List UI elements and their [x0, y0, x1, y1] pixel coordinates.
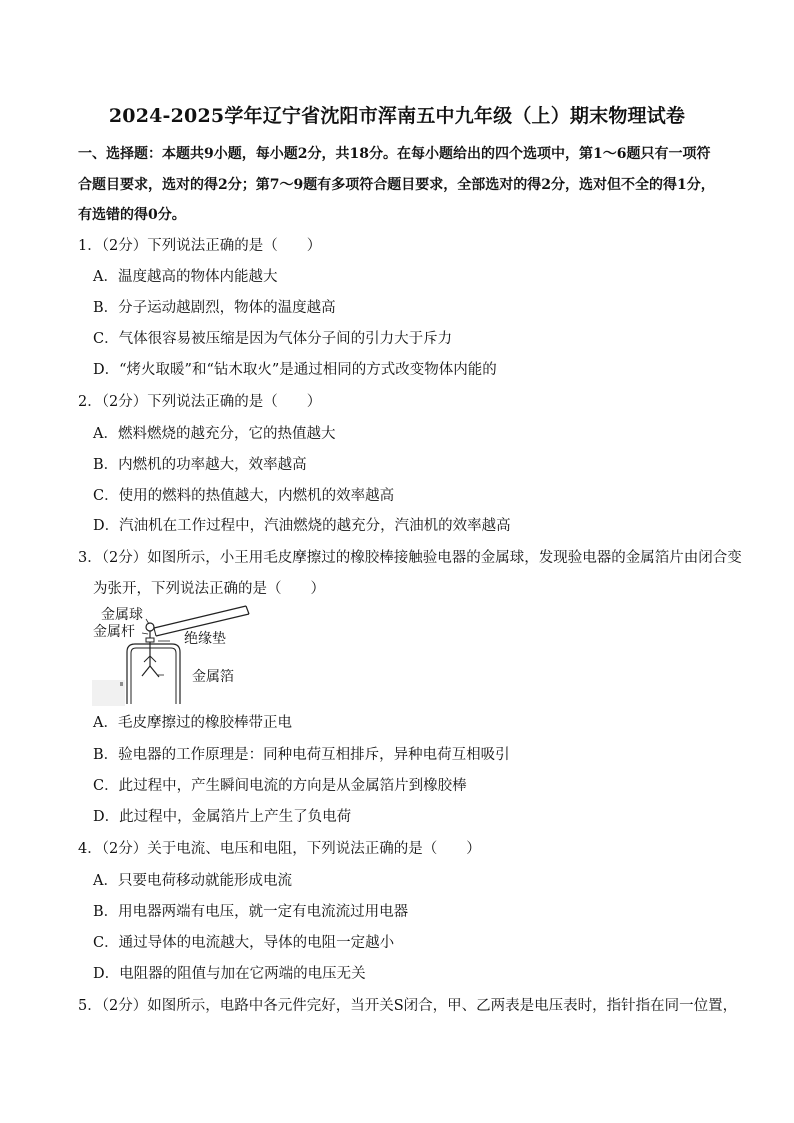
question-2-option-b: B．内燃机的功率越大，效率越高 [93, 457, 307, 473]
question-1-option-c: C．气体很容易被压缩是因为气体分子间的引力大于斥力 [93, 331, 453, 347]
question-1-option-b: B．分子运动越剧烈，物体的温度越高 [93, 300, 336, 316]
question-3-stem-line-1: 3．（2分）如图所示，小王用毛皮摩擦过的橡胶棒接触验电器的金属球，发现验电器的金属箔片由闭合变 [78, 550, 742, 566]
question-3-option-d: D．此过程中，金属箔片上产生了负电荷 [93, 809, 352, 825]
exam-title: 2024-2025学年辽宁省沈阳市浑南五中九年级（上）期末物理试卷 [108, 105, 686, 127]
electroscope-figure [92, 604, 252, 706]
question-3-option-a: A．毛皮摩擦过的橡胶棒带正电 [93, 715, 292, 731]
section-instructions-line-3: 有选错的得0分。 [78, 207, 186, 223]
question-3-stem-line-2: 为张开，下列说法正确的是（ ） [93, 581, 325, 597]
metal-ball [146, 623, 154, 631]
question-3-option-c: C．此过程中，产生瞬间电流的方向是从金属箔片到橡胶棒 [93, 778, 467, 794]
question-3-option-b: B．验电器的工作原理是：同种电荷互相排斥，异种电荷互相吸引 [93, 747, 510, 763]
label-metal-foil: 金属箔 [192, 669, 234, 685]
question-4-option-d: D．电阻器的阻值与加在它两端的电压无关 [93, 966, 366, 982]
question-4-stem: 4．（2分）关于电流、电压和电阻，下列说法正确的是（ ） [78, 841, 481, 857]
section-instructions-line-1: 一、选择题：本题共9小题，每小题2分，共18分。在每小题给出的四个选项中，第1～6题只有一项符 [78, 146, 711, 162]
section-instructions-line-2: 合题目要求，选对的得2分；第7～9题有多项符合题目要求，全部选对的得2分，选对但不全的得1分， [78, 177, 715, 193]
question-4-option-c: C．通过导体的电流越大，导体的电阻一定越小 [93, 935, 395, 951]
question-5-stem: 5．（2分）如图所示，电路中各元件完好，当开关S闭合，甲、乙两表是电压表时，指针指在同一位置， [78, 998, 738, 1014]
question-4-option-b: B．用电器两端有电压，就一定有电流流过用电器 [93, 904, 409, 920]
question-1-option-a: A．温度越高的物体内能越大 [93, 269, 278, 285]
insulating-pad [146, 638, 154, 642]
question-2-option-c: C．使用的燃料的热值越大，内燃机的效率越高 [93, 488, 395, 504]
jar-outline [92, 644, 180, 706]
question-2-option-d: D．汽油机在工作过程中，汽油燃烧的越充分，汽油机的效率越高 [93, 518, 511, 534]
question-4-option-a: A．只要电荷移动就能形成电流 [93, 873, 292, 889]
question-1-stem: 1．（2分）下列说法正确的是（ ） [78, 238, 322, 254]
label-metal-rod: 金属杆 [93, 624, 135, 640]
label-insulating-pad: 绝缘垫 [184, 631, 226, 647]
question-2-option-a: A．燃料燃烧的越充分，它的热值越大 [93, 426, 336, 442]
label-metal-ball: 金属球 [101, 607, 143, 623]
question-2-stem: 2．（2分）下列说法正确的是（ ） [78, 394, 322, 410]
question-1-option-d: D．“烤火取暖”和“钻木取火”是通过相同的方式改变物体内能的 [93, 362, 497, 378]
